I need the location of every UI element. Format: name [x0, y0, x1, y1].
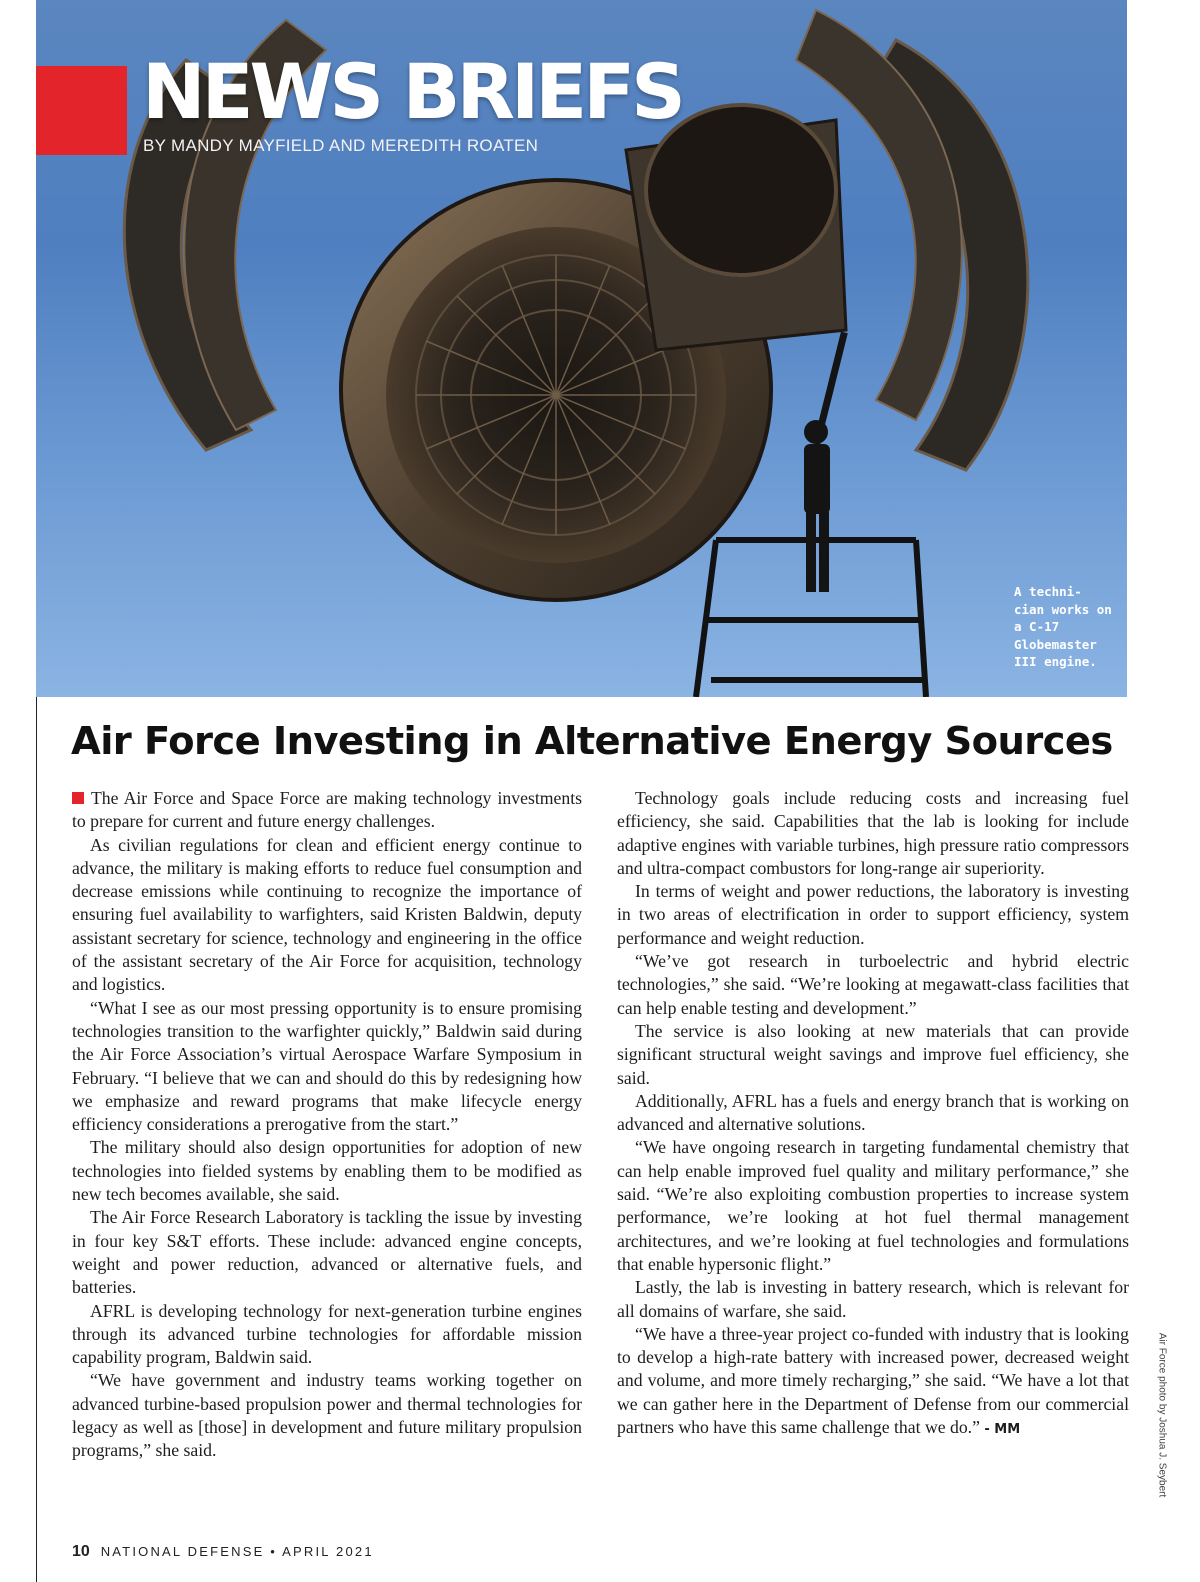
article-column-2 [617, 787, 1129, 1441]
paragraph-text: “We have a three-year project co-funded with industry that is looking to develop a high-rate battery with increased power, decreased weight and volume, and more timely recharging,” she said. “We have a lot that we can gather here in the Department of Defense from our commercial partners who have this same challenge that we do.” [617, 1323, 1129, 1438]
paragraph: AFRL is developing technology for next-generation turbine engines through its advanced turbine technologies for affordable mission capability program, Baldwin said. [72, 1300, 582, 1368]
page-footer [72, 1543, 374, 1561]
paragraph: “We have government and industry teams working together on advanced turbine-based propulsion power and thermal technologies for legacy as well as [those] in development and future military propulsion programs,” she said. [72, 1370, 582, 1461]
paragraph: Technology goals include reducing costs and increasing fuel efficiency, she said. Capabilities that the lab is looking for include adaptive engines with variable turbines, high pressure ratio compressors and ultra-compact combustors for long-range air superiority. [617, 788, 1129, 878]
photo-caption: A techni- cian works on a C-17 Globemaster III engine. [1014, 584, 1112, 669]
paragraph-text: The Air Force and Space Force are making technology investments to prepare for current and future energy challenges. [72, 788, 582, 832]
paragraph [617, 1323, 1129, 1441]
section-marker [36, 66, 127, 155]
paragraph: The service is also looking at new materials that can provide significant structural weight savings and improve fuel efficiency, she said. [617, 1020, 1129, 1088]
paragraph: Lastly, the lab is investing in battery research, which is relevant for all domains of warfare, she said. [617, 1277, 1129, 1321]
paragraph: “We’ve got research in turboelectric and hybrid electric technologies,” she said. “We’re looking at megawatt-class facilities that can help enable testing and development.” [617, 951, 1129, 1018]
paragraph: “We have ongoing research in targeting fundamental chemistry that can help enable improved fuel quality and military performance,” she said. “We’re also exploiting combustion properties to increase system performance, we’re looking at hot fuel thermal management architectures, and we’re looking at fuel technologies and formulations that enable hypersonic flight.” [617, 1137, 1129, 1274]
paragraph: “What I see as our most pressing opportunity is to ensure promising technologies transition to the warfighter quickly,” Baldwin said during the Air Force Association’s virtual Aerospace Warfare Symposium in February. “I believe that we can and should do this by redesigning how we emphasize and reward programs that make lifecycle energy efficiency considerations a prerogative from the start.” [72, 997, 582, 1135]
paragraph [72, 787, 582, 834]
author-signature: - MM [984, 1422, 1021, 1438]
photo-credit: Air Force photo by Joshua J. Seybert [1156, 1332, 1168, 1498]
paragraph: In terms of weight and power reductions, the laboratory is investing in two areas of electrification in order to support efficiency, system performance and weight reduction. [617, 881, 1129, 948]
paragraph: Additionally, AFRL has a fuels and energy branch that is working on advanced and alternative solutions. [617, 1090, 1129, 1135]
article-column-1 [72, 787, 582, 1463]
section-title: NEWS BRIEFS [142, 47, 682, 136]
article-headline: Air Force Investing in Alternative Energy Sources [71, 719, 1113, 764]
page-number: 10 [72, 1543, 90, 1560]
paragraph: The military should also design opportunities for adoption of new technologies into fielded systems by enabling them to be modified as new tech becomes available, she said. [72, 1137, 582, 1205]
column-rule [36, 697, 37, 1582]
story-start-marker [72, 792, 84, 804]
paragraph: As civilian regulations for clean and efficient energy continue to advance, the military is making efforts to reduce fuel consumption and decrease emissions while continuing to recognize the importance of ensuring fuel availability to warfighters, said Kristen Baldwin, deputy assistant secretary for science, technology and engineering in the office of the assistant secretary of the Air Force for acquisition, technology and logistics. [72, 834, 582, 995]
paragraph: The Air Force Research Laboratory is tackling the issue by investing in four key S&T efforts. These include: advanced engine concepts, weight and power reduction, advanced or alternative fuels, and batteries. [72, 1207, 582, 1298]
byline: BY MANDY MAYFIELD AND MEREDITH ROATEN [143, 136, 539, 155]
publication-line: NATIONAL DEFENSE • APRIL 2021 [100, 1544, 374, 1559]
